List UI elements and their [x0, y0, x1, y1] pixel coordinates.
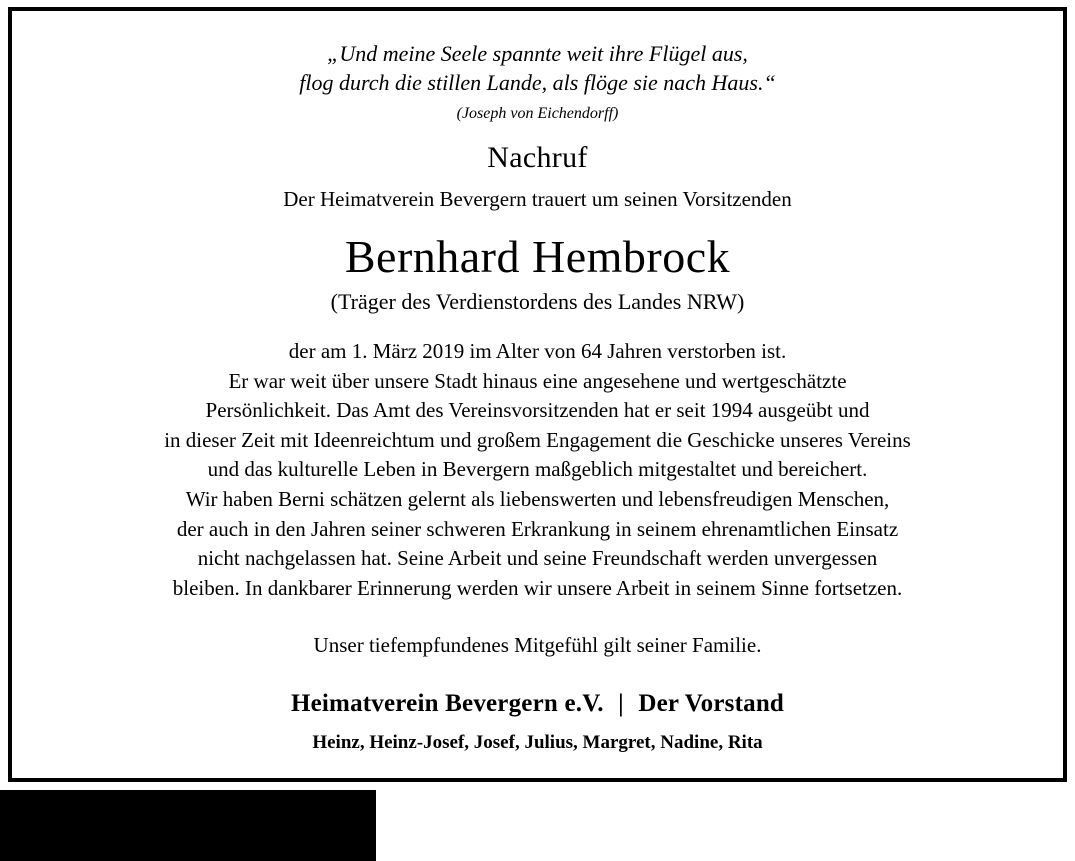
- intro-text: Der Heimatverein Bevergern trauert um seinen Vorsitzenden: [283, 187, 792, 211]
- signature-board: Der Vorstand: [638, 690, 785, 718]
- deceased-name: Bernhard Hembrock: [344, 231, 731, 282]
- quote-line-2: flog durch die stillen Lande, als flöge sie nach Haus.“: [299, 70, 776, 95]
- body-line: Wir haben Berni schätzen gelernt als liebenswerten und lebensfreudigen Menschen,: [185, 486, 890, 511]
- bottom-black-bar: [0, 790, 376, 861]
- page-title: Nachruf: [487, 141, 588, 174]
- honor-text: (Träger des Verdienstordens des Landes NRW): [330, 289, 745, 314]
- signature-organization: Heimatverein Bevergern e.V.: [290, 690, 604, 718]
- body-line: bleiben. In dankbarer Erinnerung werden wir unsere Arbeit in seinem Sinne fortsetzen.: [172, 575, 903, 600]
- body-line: in dieser Zeit mit Ideenreichtum und großem Engagement die Geschicke unseres Vereins: [164, 427, 911, 452]
- body-line: Er war weit über unsere Stadt hinaus eine angesehene und wertgeschätzte: [228, 368, 847, 393]
- body-text: [12, 337, 1063, 603]
- body-line: der auch in den Jahren seiner schweren Erkrankung in seinem ehrenamtlichen Einsatz: [176, 516, 899, 541]
- body-line: nicht nachgelassen hat. Seine Arbeit und seine Freundschaft werden unvergessen: [197, 546, 878, 571]
- body-line: Persönlichkeit. Das Amt des Vereinsvorsitzenden hat er seit 1994 ausgeübt und: [205, 398, 870, 423]
- quote-author: (Joseph von Eichendorff): [456, 105, 619, 122]
- signature-line: [12, 688, 1063, 720]
- sympathy-text: Unser tiefempfundenes Mitgefühl gilt seiner Familie.: [313, 633, 762, 658]
- body-line: der am 1. März 2019 im Alter von 64 Jahren verstorben ist.: [288, 339, 787, 363]
- quote-block: [12, 39, 1063, 97]
- quote-line-1: „Und meine Seele spannte weit ihre Flügel aus,: [327, 41, 748, 66]
- signature-separator: |: [618, 690, 624, 718]
- body-line: und das kulturelle Leben in Bevergern maßgeblich mitgestaltet und bereichert.: [207, 457, 868, 482]
- signature-names: Heinz, Heinz-Josef, Josef, Julius, Margret, Nadine, Rita: [312, 732, 763, 754]
- obituary-notice: [8, 7, 1067, 782]
